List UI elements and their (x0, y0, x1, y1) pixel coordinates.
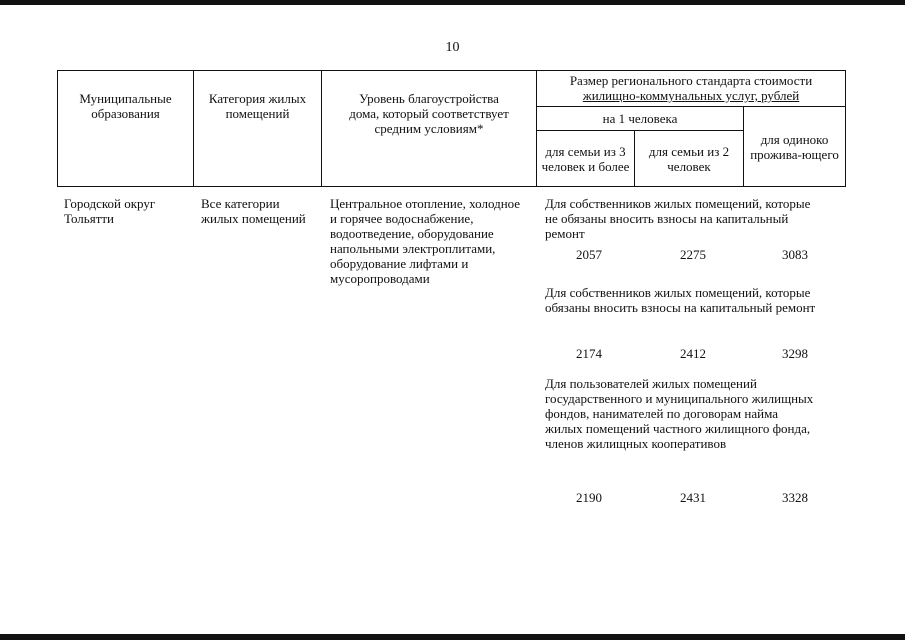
group-label-no-capital-repair: Для собственников жилых помещений, которые не обязаны вносить взносы на капитальный ремонт (545, 196, 811, 241)
top-border-rule (0, 0, 905, 5)
page-number: 10 (445, 40, 460, 55)
value-family3-group3: 2190 (576, 490, 602, 505)
bottom-border-rule (0, 634, 905, 640)
group-label-capital-repair: Для собственников жилых помещений, которые обязаны вносить взносы на капитальный ремонт (545, 285, 816, 315)
header-single: для одиноко прожива-ющего (744, 107, 846, 187)
cell-level: Центральное отопление, холодное и горячее водоснабжение, водоотведение, оборудование напольными электроплитами, оборудование лифтами и мусоропроводами (330, 196, 521, 286)
header-per-person: на 1 человека (537, 107, 744, 131)
header-family-3: для семьи из 3 человек и более (537, 131, 635, 187)
header-municipal: Муниципальные образования (58, 71, 194, 187)
header-standard-line1: Размер регионального стандарта стоимости (569, 73, 813, 88)
group-label-tenants: Для пользователей жилых помещений государственного и муниципального жилищных фондов, нанимателей по договорам найма жилых помещений частного жилищного фонда, членов жилищных кооперативов (545, 376, 814, 451)
header-level: Уровень благоустройства дома, который соответствует средним условиям* (322, 71, 537, 187)
standards-table-header (57, 70, 846, 187)
cell-municipality: Городской округ Тольятти (64, 196, 156, 226)
value-single-group2: 3298 (782, 346, 808, 361)
cell-category: Все категории жилых помещений (201, 196, 306, 226)
value-family2-group2: 2412 (680, 346, 706, 361)
header-category: Категория жилых помещений (194, 71, 322, 187)
value-family3-group1: 2057 (576, 247, 602, 262)
value-family3-group2: 2174 (576, 346, 602, 361)
value-single-group3: 3328 (782, 490, 808, 505)
value-single-group1: 3083 (782, 247, 808, 262)
header-standard (537, 71, 846, 107)
value-family2-group3: 2431 (680, 490, 706, 505)
header-standard-line2: жилищно-коммунальных услуг, рублей (582, 88, 800, 103)
header-family-2: для семьи из 2 человек (635, 131, 744, 187)
value-family2-group1: 2275 (680, 247, 706, 262)
